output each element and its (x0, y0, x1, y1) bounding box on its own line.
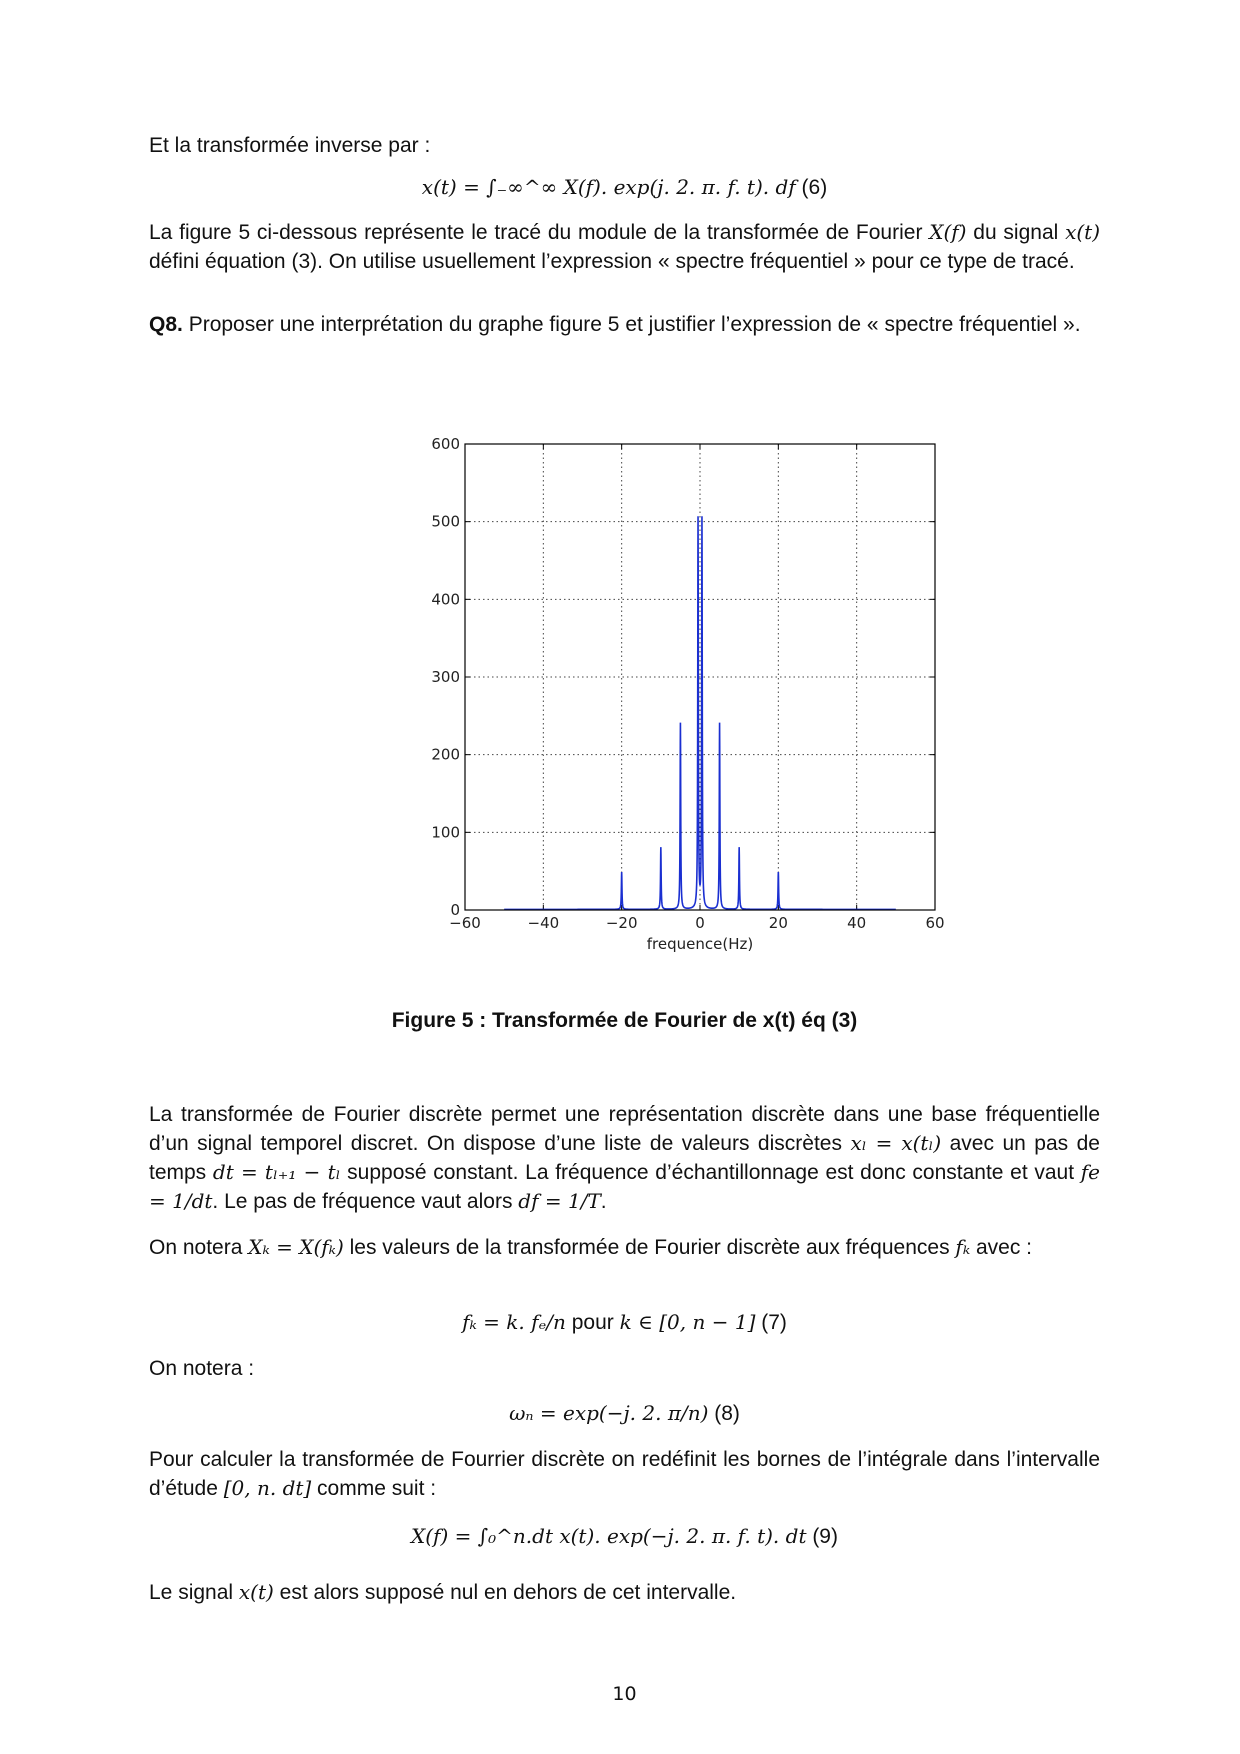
paragraph-notation: On notera : (149, 1357, 255, 1380)
question-label: Q8. (149, 313, 183, 336)
paragraph-notation-xk (149, 1233, 1100, 1262)
text-span: avec : (970, 1236, 1032, 1259)
question-text: Proposer une interprétation du graphe figure 5 et justifier l’expression de « spectre fréquentiel ». (182, 313, 1081, 336)
x-tick-label: 40 (847, 914, 867, 932)
page-number: 10 (612, 1683, 637, 1705)
chart-ticks (431, 435, 944, 932)
equation-6 (149, 172, 1100, 203)
y-tick-label: 500 (431, 512, 460, 531)
equation-7-range: k ∈ [0, n − 1] (619, 1310, 756, 1334)
equation-6-number: (6) (801, 176, 828, 199)
figure-caption: Figure 5 : Transformée de Fourier de x(t) éq (3) (391, 1009, 858, 1032)
equation-9-formula: X(f) = ∫₀^n.dt x(t). exp(−j. 2. π. f. t). dt (411, 1524, 807, 1548)
text-span: les valeurs de la transformée de Fourier discrète aux fréquences (343, 1236, 956, 1259)
math-span: fe = 1/dt (149, 1160, 1100, 1213)
y-tick-label: 300 (431, 668, 460, 686)
math-span: fₖ (955, 1235, 971, 1259)
y-tick-label: 200 (431, 745, 460, 764)
y-tick-label: 600 (431, 435, 460, 453)
math-span: [0, n. dt] (223, 1476, 312, 1500)
text-span: supposé constant. La fréquence d’échantillonnage est donc constante et vaut (340, 1161, 1081, 1184)
paragraph-dft (149, 1100, 1100, 1216)
text-span: . Le pas de fréquence vaut alors (212, 1190, 519, 1213)
equation-8-formula: ωₙ = exp(−j. 2. π/n) (509, 1401, 709, 1425)
math-span: x(t) (238, 1580, 274, 1604)
text-span: est alors supposé nul en dehors de cet intervalle. (273, 1581, 737, 1604)
equation-7-pour: pour (565, 1311, 620, 1334)
paragraph-bounds (149, 1445, 1100, 1503)
paragraph-conclusion (149, 1578, 1100, 1607)
equation-8 (149, 1398, 1100, 1429)
math-span: dt = tₗ₊₁ − tₗ (212, 1160, 341, 1184)
y-tick-label: 400 (431, 590, 460, 609)
text-span: Le signal (149, 1581, 239, 1604)
text-span: du signal (966, 221, 1066, 244)
text-span: Pour calculer la transformée de Fourrier discrète on redéfinit les bornes de l’intégrale dans l’intervalle d’étude (149, 1448, 1100, 1500)
x-tick-label: −40 (527, 914, 560, 932)
text-span: La figure 5 ci-dessous représente le tracé du module de la transformée de Fourier (149, 221, 930, 244)
x-tick-label: 60 (925, 914, 945, 932)
question-q8 (149, 310, 1100, 339)
equation-7-number: (7) (755, 1311, 787, 1334)
equation-8-number: (8) (708, 1402, 740, 1425)
equation-7-formula: fₖ = k. fₑ/n (462, 1310, 566, 1334)
equation-9-number: (9) (806, 1525, 838, 1548)
text-span: comme suit : (311, 1477, 437, 1500)
chart-grid (465, 444, 935, 910)
y-tick-label: 0 (450, 901, 460, 919)
x-tick-label: −60 (449, 914, 481, 932)
equation-7 (149, 1307, 1100, 1338)
math-span: df = 1/T (518, 1189, 601, 1213)
spectrum-chart (239, 372, 999, 988)
text-span: avec un pas de temps (149, 1132, 1100, 1184)
equation-9 (149, 1521, 1100, 1552)
math-span: Xₖ = X(fₖ) (248, 1235, 344, 1259)
x-tick-label: 0 (695, 914, 705, 932)
math-span: xₗ = x(tₗ) (850, 1131, 942, 1155)
math-span: X(f) (929, 220, 967, 244)
text-span: . (600, 1190, 607, 1213)
text-span: La transformée de Fourier discrète permet une représentation discrète dans une base fréquentielle d’un signal temporel discret. On dispose d’une liste de valeurs discrètes (149, 1103, 1100, 1155)
text-span: défini équation (3). On utilise usuellement l’expression « spectre fréquentiel » pour ce type de tracé. (149, 250, 1075, 273)
y-tick-label: 100 (431, 823, 460, 842)
paragraph-figure-description (149, 218, 1100, 276)
math-span: x(t) (1065, 220, 1100, 244)
x-tick-label: 20 (768, 914, 788, 932)
x-tick-label: −20 (605, 914, 638, 932)
text-span: On notera (149, 1236, 249, 1259)
x-axis-label: frequence(Hz) (646, 935, 754, 953)
paragraph-intro: Et la transformée inverse par : (149, 134, 431, 157)
equation-6-formula: x(t) = ∫₋∞^∞ X(f). exp(j. 2. π. f. t). df (421, 175, 796, 199)
